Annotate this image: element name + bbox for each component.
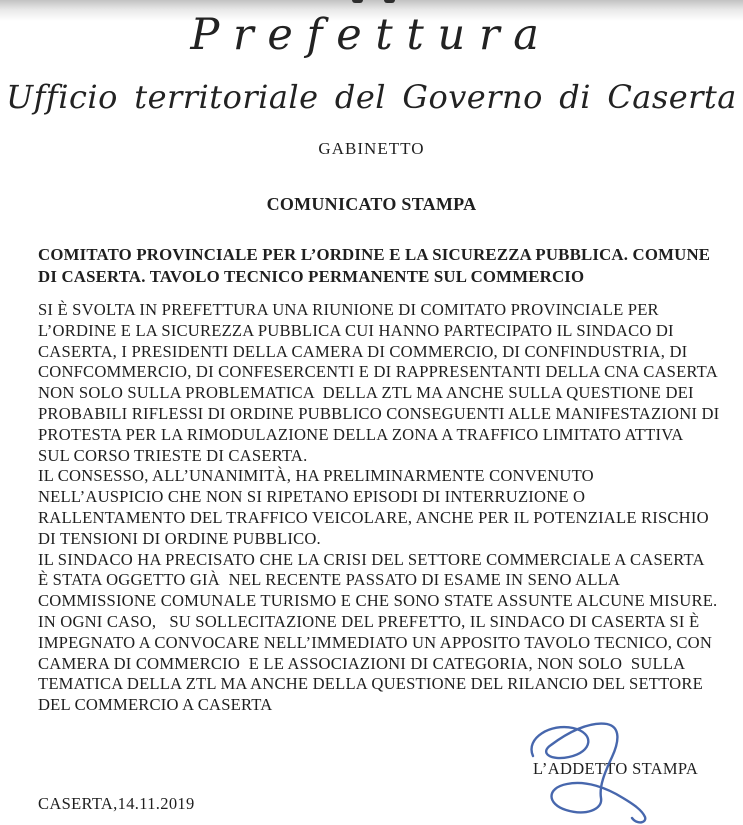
letterhead-title: Prefettura (190, 10, 553, 60)
body-line: È STATA OGGETTO GIÀ NEL RECENTE PASSATO DI ESAME IN SENO ALLA (38, 570, 621, 590)
body-line: CASERTA, I PRESIDENTI DELLA CAMERA DI COMMERCIO, DI CONFINDUSTRIA, DI (38, 341, 688, 361)
body-line: COMMISSIONE COMUNALE TURISMO E CHE SONO STATE ASSUNTE ALCUNE MISURE. (38, 591, 718, 611)
letterhead-office: GABINETTO (318, 139, 425, 158)
body-line: IMPEGNATO A CONVOCARE NELL’IMMEDIATO UN APPOSITO TAVOLO TECNICO, CON (38, 632, 713, 652)
cropped-crest-mark (384, 0, 395, 3)
subject-line: DI CASERTA. TAVOLO TECNICO PERMANENTE SUL COMMERCIO (38, 266, 585, 286)
cropped-crest-mark (352, 0, 363, 3)
body-line: SUL CORSO TRIESTE DI CASERTA. (38, 445, 308, 465)
signature-scribble (515, 718, 655, 825)
body-line: CONFCOMMERCIO, DI CONFESERCENTI E DI RAPPRESENTANTI DELLA CNA CASERTA (38, 362, 718, 382)
body-line: CAMERA DI COMMERCIO E LE ASSOCIAZIONI DI CATEGORIA, NON SOLO SULLA (38, 653, 686, 673)
signer-title: L’ADDETTO STAMPA (533, 759, 699, 778)
body-line: RALLENTAMENTO DEL TRAFFICO VEICOLARE, ANCHE PER IL POTENZIALE RISCHIO (38, 507, 709, 527)
letterhead-subtitle: Ufficio territoriale del Governo di Caserta (6, 78, 737, 116)
body-line: PROTESTA PER LA RIMODULAZIONE DELLA ZONA A TRAFFICO LIMITATO ATTIVA (38, 424, 684, 444)
body-line: TEMATICA DELLA ZTL MA ANCHE DELLA QUESTIONE DEL RILANCIO DEL SETTORE (38, 674, 703, 694)
body-line: NELL’AUSPICIO CHE NON SI RIPETANO EPISODI DI INTERRUZIONE O (38, 487, 586, 507)
subject-heading (38, 244, 728, 287)
body-line: IN OGNI CASO, SU SOLLECITAZIONE DEL PREFETTO, IL SINDACO DI CASERTA SI È (38, 611, 700, 631)
body-line: PROBABILI RIFLESSI DI ORDINE PUBBLICO CONSEGUENTI ALLE MANIFESTAZIONI DI (38, 403, 720, 423)
body-line: SI È SVOLTA IN PREFETTURA UNA RIUNIONE DI COMITATO PROVINCIALE PER (38, 300, 659, 319)
body-line: DEL COMMERCIO A CASERTA (38, 695, 273, 715)
place-date: CASERTA,14.11.2019 (38, 794, 195, 813)
body-line: NON SOLO SULLA PROBLEMATICA DELLA ZTL MA ANCHE SULLA QUESTIONE DEI (38, 383, 694, 403)
body-line: IL SINDACO HA PRECISATO CHE LA CRISI DEL SETTORE COMMERCIALE A CASERTA (38, 549, 705, 569)
body-line: IL CONSESSO, ALL’UNANIMITÀ, HA PRELIMINARMENTE CONVENUTO (38, 466, 594, 486)
body-text (38, 300, 738, 716)
subject-line: COMITATO PROVINCIALE PER L’ORDINE E LA SICUREZZA PUBBLICA. COMUNE (38, 245, 711, 264)
document-type-heading: COMUNICATO STAMPA (266, 194, 477, 214)
body-line: L’ORDINE E LA SICUREZZA PUBBLICA CUI HANNO PARTECIPATO IL SINDACO DI (38, 320, 674, 340)
body-line: DI TENSIONI DI ORDINE PUBBLICO. (38, 528, 321, 548)
